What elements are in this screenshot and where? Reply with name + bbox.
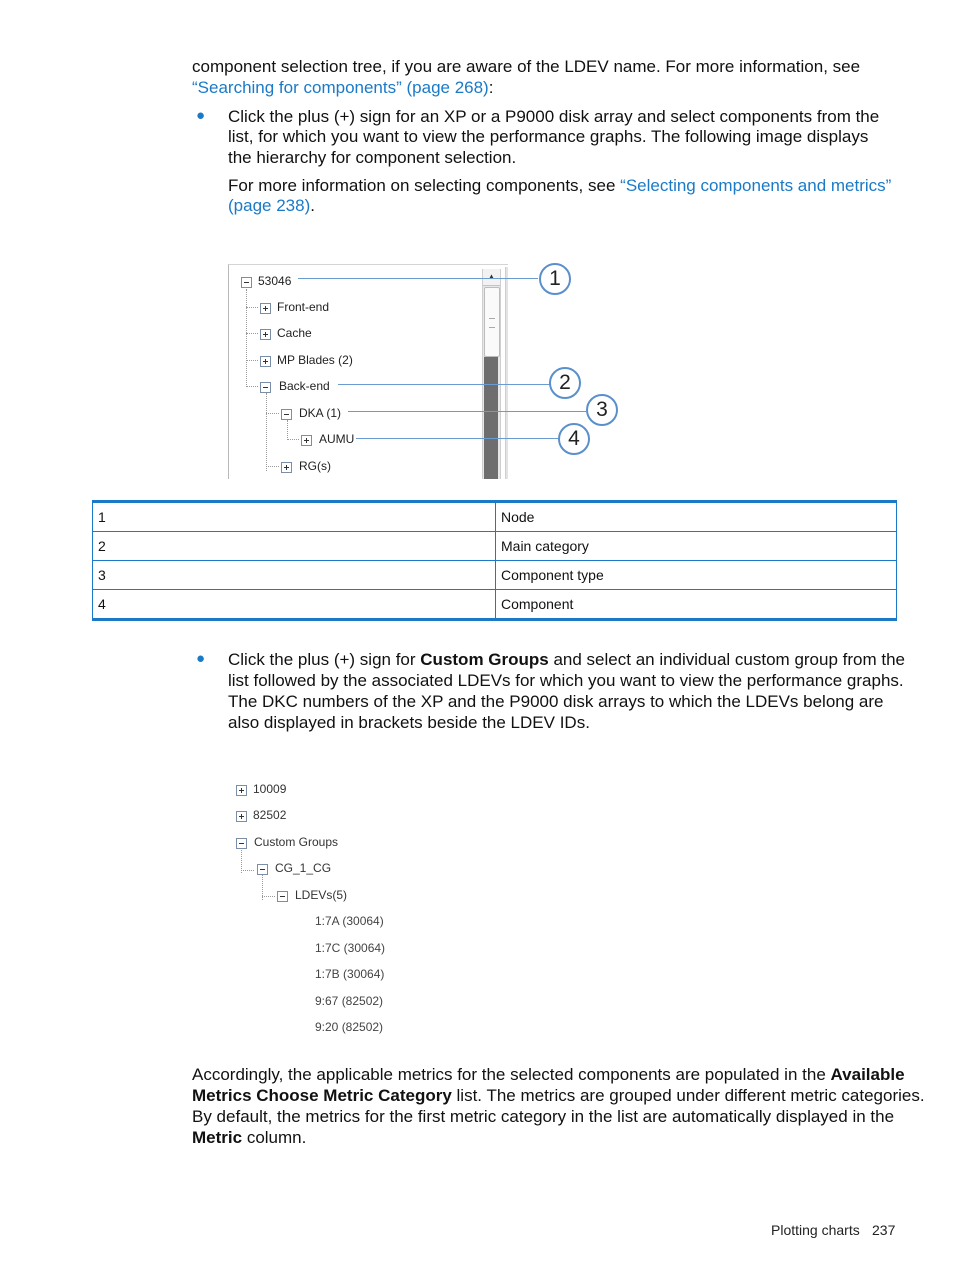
collapse-icon[interactable] — [236, 838, 247, 849]
collapse-icon[interactable] — [281, 409, 292, 420]
table-row — [93, 502, 897, 532]
tree-node-cache[interactable]: Cache — [277, 326, 312, 340]
tree-connector — [246, 333, 258, 334]
tree-connector — [246, 307, 258, 308]
scroll-grip — [489, 318, 495, 328]
ldev-item[interactable]: 9:67 (82502) — [315, 994, 384, 1008]
scroll-thumb[interactable] — [484, 287, 500, 357]
table-row — [93, 532, 897, 561]
tree-connector — [246, 360, 258, 361]
closing-line-3: By default, the metrics for the first metric category in the list are automatically displayed in the — [192, 1107, 895, 1126]
collapse-icon[interactable] — [241, 277, 252, 288]
ldev-item[interactable]: 1:7A (30064) — [315, 914, 384, 928]
tree-connector — [246, 386, 258, 387]
legend-number: 1 — [93, 502, 496, 532]
bullet-2-line-3: The DKC numbers of the XP and the P9000 disk arrays to which the LDEVs belong are — [228, 692, 884, 711]
tree-connector — [287, 420, 288, 440]
tree-node-82502[interactable]: 82502 — [253, 808, 287, 822]
bullet-2-line-4: also displayed in brackets beside the LDEV IDs. — [228, 713, 590, 732]
tree-node-rgs[interactable]: RG(s) — [299, 459, 331, 473]
tree-connector — [266, 413, 279, 414]
expand-icon[interactable] — [236, 785, 247, 796]
intro-line-1: component selection tree, if you are aware of the LDEV name. For more information, see — [192, 57, 861, 76]
bullet-1-line-2: list, for which you want to view the performance graphs. The following image displays — [228, 127, 869, 146]
table-row — [93, 561, 897, 590]
tree-connector — [287, 439, 299, 440]
collapse-icon[interactable] — [260, 382, 271, 393]
bullet-1-more-info-2: (page 238). — [228, 196, 315, 215]
legend-description: Component type — [496, 561, 897, 590]
tree-connector — [266, 466, 279, 467]
closing-line-2: Metrics Choose Metric Category list. The metrics are grouped under different metric categories. — [192, 1086, 925, 1105]
legend-number: 4 — [93, 590, 496, 620]
expand-icon[interactable] — [260, 303, 271, 314]
callout-4: 4 — [558, 423, 590, 455]
collapse-icon[interactable] — [277, 891, 288, 902]
tree-node-dka[interactable]: DKA (1) — [299, 406, 342, 420]
custom-groups-term: Custom Groups — [420, 650, 549, 669]
callout-2: 2 — [549, 367, 581, 399]
table-row — [93, 590, 897, 620]
callout-3: 3 — [586, 394, 618, 426]
tree-node-cg-1-cg[interactable]: CG_1_CG — [275, 861, 332, 875]
legend-description: Main category — [496, 532, 897, 561]
tree-scrollbar[interactable] — [482, 269, 501, 479]
bullet-2-marker: ● — [196, 650, 206, 667]
tree-node-ldevs[interactable]: LDEVs(5) — [295, 888, 348, 902]
callout-line-2 — [338, 384, 550, 385]
intro-line-2: “Searching for components” (page 268): — [192, 78, 494, 97]
expand-icon[interactable] — [301, 435, 312, 446]
callout-line-3 — [348, 411, 586, 412]
callout-line-1 — [298, 278, 538, 279]
tree-node-front-end[interactable]: Front-end — [277, 300, 330, 314]
custom-groups-tree-screenshot — [232, 778, 432, 1040]
tree-node-aumu[interactable]: AUMU — [319, 432, 355, 446]
scroll-up-icon[interactable]: ▲ — [483, 269, 500, 286]
bullet-2-line-1: Click the plus (+) sign for Custom Groups and select an individual custom group from the — [228, 650, 905, 669]
searching-components-link[interactable]: “Searching for components” (page 268) — [192, 78, 489, 97]
tree-node-custom-groups[interactable]: Custom Groups — [254, 835, 339, 849]
selecting-components-link[interactable]: “Selecting components and metrics” — [620, 176, 892, 195]
bullet-1-more-info: For more information on selecting components, see “Selecting components and metrics” — [228, 176, 892, 195]
tree-node-root[interactable]: 53046 — [258, 274, 292, 288]
available-term: Available — [830, 1065, 905, 1084]
component-tree-panel — [228, 264, 508, 479]
metric-term: Metric — [192, 1128, 243, 1147]
bullet-1-marker: ● — [196, 107, 206, 124]
bullet-1-line-1: Click the plus (+) sign for an XP or a P9000 disk array and select components from the — [228, 107, 880, 126]
tree-node-10009[interactable]: 10009 — [253, 782, 287, 796]
ldev-item[interactable]: 1:7C (30064) — [315, 941, 386, 955]
closing-line-4: Metric column. — [192, 1128, 307, 1147]
component-tree-screenshot — [228, 262, 628, 478]
tree-connector — [241, 870, 254, 871]
expand-icon[interactable] — [281, 462, 292, 473]
bullet-1-line-3: the hierarchy for component selection. — [228, 148, 517, 167]
bullet-2-line-2: list followed by the associated LDEVs for which you want to view the performance graphs. — [228, 671, 904, 690]
expand-icon[interactable] — [260, 356, 271, 367]
legend-number: 2 — [93, 532, 496, 561]
panel-border — [505, 267, 508, 479]
callout-line-4 — [356, 438, 558, 439]
legend-number: 3 — [93, 561, 496, 590]
legend-description: Node — [496, 502, 897, 532]
selecting-components-page-link[interactable]: (page 238) — [228, 196, 311, 215]
tree-connector — [246, 289, 247, 385]
ldev-item[interactable]: 9:20 (82502) — [315, 1020, 384, 1034]
tree-node-back-end[interactable]: Back-end — [279, 379, 330, 393]
expand-icon[interactable] — [260, 329, 271, 340]
closing-line-1: Accordingly, the applicable metrics for the selected components are populated in the Available — [192, 1065, 905, 1084]
page-number: 237 — [872, 1222, 896, 1238]
scroll-track[interactable] — [484, 357, 498, 479]
ldev-item[interactable]: 1:7B (30064) — [315, 967, 385, 981]
tree-connector — [262, 896, 275, 897]
tree-node-mp-blades[interactable]: MP Blades (2) — [277, 353, 353, 367]
legend-description: Component — [496, 590, 897, 620]
callout-legend-table — [92, 500, 897, 621]
footer-section-title: Plotting charts — [771, 1222, 860, 1238]
tree-connector — [266, 393, 267, 471]
expand-icon[interactable] — [236, 811, 247, 822]
callout-1: 1 — [539, 263, 571, 295]
collapse-icon[interactable] — [257, 864, 268, 875]
metrics-choose-term: Metrics Choose Metric Category — [192, 1086, 452, 1105]
